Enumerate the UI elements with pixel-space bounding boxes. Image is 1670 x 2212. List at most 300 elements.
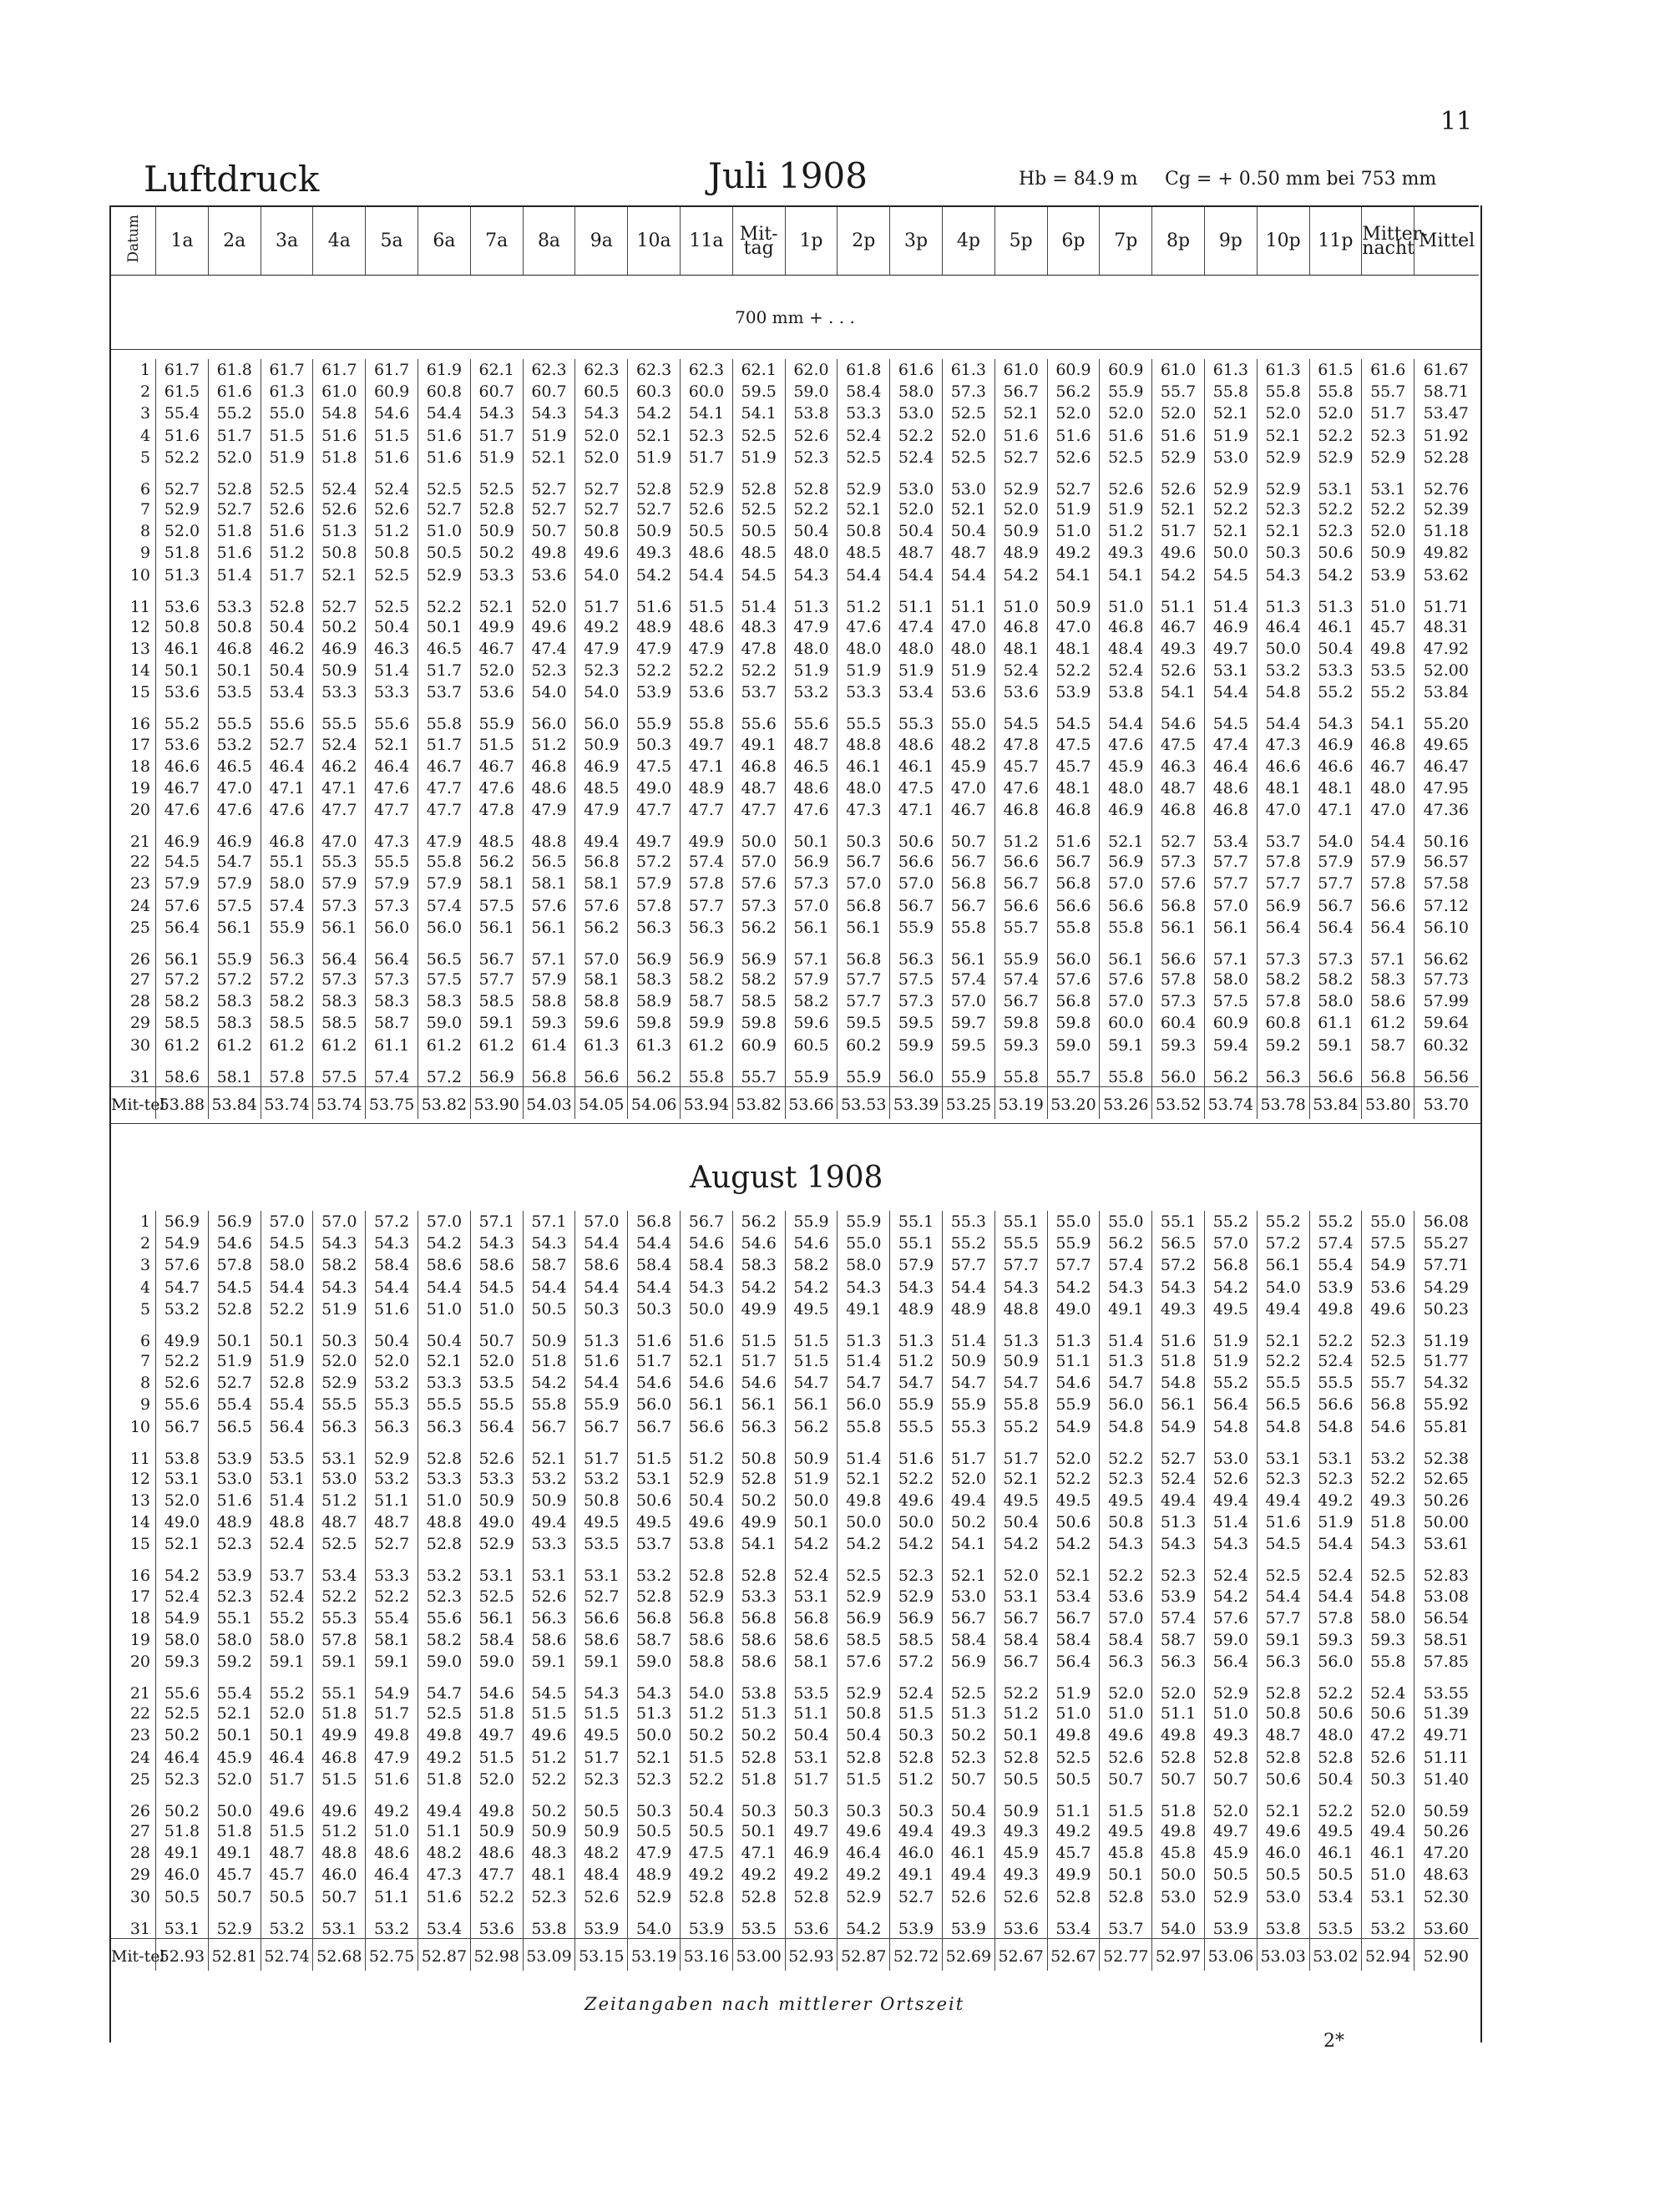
table-cell: 54.3 bbox=[1309, 703, 1362, 733]
table-cell: 51.5 bbox=[470, 733, 523, 755]
table-cell: 53.4 bbox=[313, 1555, 366, 1585]
table-cell: 59.4 bbox=[1204, 1035, 1257, 1056]
table-cell: 50.9 bbox=[523, 1490, 575, 1511]
table-cell: 58.6 bbox=[732, 1651, 785, 1673]
table-cell: 58.4 bbox=[470, 1629, 523, 1651]
row-date: 29 bbox=[129, 1865, 151, 1885]
table-cell: 58.6 bbox=[785, 1629, 838, 1651]
table-cell: 52.7 bbox=[208, 499, 261, 520]
table-cell: 55.7 bbox=[994, 917, 1047, 939]
table-cell: 52.6 bbox=[1152, 660, 1205, 681]
table-cell: 56.6 bbox=[994, 851, 1047, 873]
table-cell: 57.4 bbox=[418, 895, 471, 917]
table-cell: 54.8 bbox=[1152, 1372, 1205, 1394]
table-cell: 52.1 bbox=[1047, 1555, 1100, 1585]
table-cell: 59.5 bbox=[838, 1012, 890, 1034]
table-cell: 56.6 bbox=[1309, 1056, 1362, 1087]
table-cell: 55.2 bbox=[208, 402, 261, 424]
table-cell: 57.0 bbox=[890, 873, 943, 894]
table-cell: 57.7 bbox=[681, 895, 733, 917]
table-cell: 52.0 bbox=[470, 1350, 523, 1372]
table-cell: 56.7 bbox=[942, 851, 994, 873]
table-cell: 52.7 bbox=[994, 447, 1047, 468]
table-cell: 61.7 bbox=[313, 359, 366, 381]
table-cell: 55.1 bbox=[261, 851, 313, 873]
table-row bbox=[111, 1555, 1479, 1585]
mean-cell: 53.88 bbox=[156, 1086, 209, 1119]
table-cell: 51.5 bbox=[575, 1703, 628, 1724]
row-mean: 53.62 bbox=[1414, 564, 1479, 586]
table-cell: 59.5 bbox=[942, 1035, 994, 1056]
table-cell: 50.7 bbox=[942, 1769, 994, 1790]
table-cell: 56.5 bbox=[1257, 1394, 1309, 1415]
table-cell: 54.9 bbox=[1152, 1416, 1205, 1438]
table-cell: 51.2 bbox=[261, 542, 313, 564]
table-cell: 50.3 bbox=[838, 1790, 890, 1820]
table-cell: 58.5 bbox=[156, 1012, 209, 1034]
table-cell: 51.9 bbox=[523, 425, 575, 447]
table-cell: 52.6 bbox=[1100, 1747, 1152, 1769]
table-cell: 51.6 bbox=[366, 1769, 418, 1790]
table-cell: 55.0 bbox=[1362, 1211, 1414, 1233]
row-date: 23 bbox=[129, 1726, 151, 1745]
table-cell: 52.3 bbox=[785, 447, 838, 468]
table-cell: 52.1 bbox=[366, 733, 418, 755]
table-cell: 52.0 bbox=[1152, 402, 1205, 424]
table-cell: 51.6 bbox=[1047, 821, 1100, 851]
table-cell: 51.5 bbox=[470, 1747, 523, 1769]
table-cell: 54.6 bbox=[732, 1233, 785, 1254]
table-cell: 46.9 bbox=[1204, 616, 1257, 638]
table-cell: 53.8 bbox=[156, 1438, 209, 1468]
table-cell: 51.3 bbox=[890, 1320, 943, 1350]
table-cell: 52.8 bbox=[261, 586, 313, 616]
table-cell: 56.7 bbox=[156, 1416, 209, 1438]
table-cell: 57.7 bbox=[1257, 873, 1309, 894]
table-cell: 52.1 bbox=[313, 564, 366, 586]
table-cell: 51.5 bbox=[366, 425, 418, 447]
table-cell: 55.1 bbox=[313, 1673, 366, 1703]
table-cell: 52.0 bbox=[156, 1490, 209, 1511]
table-cell: 56.0 bbox=[628, 1394, 681, 1415]
row-mean: 48.63 bbox=[1414, 1864, 1479, 1886]
table-cell: 51.7 bbox=[942, 1438, 994, 1468]
table-cell: 48.1 bbox=[1257, 777, 1309, 799]
table-cell: 51.8 bbox=[1152, 1790, 1205, 1820]
table-cell: 52.5 bbox=[1100, 447, 1152, 468]
table-cell: 52.5 bbox=[470, 1585, 523, 1607]
mean-cell: 53.66 bbox=[785, 1086, 838, 1119]
table-cell: 45.9 bbox=[994, 1842, 1047, 1864]
table-cell: 51.9 bbox=[942, 660, 994, 681]
table-cell: 51.4 bbox=[1204, 1511, 1257, 1533]
table-cell: 59.0 bbox=[628, 1651, 681, 1673]
table-cell: 53.4 bbox=[890, 681, 943, 703]
table-cell: 52.9 bbox=[890, 1585, 943, 1607]
table-cell: 54.3 bbox=[575, 402, 628, 424]
table-cell: 54.4 bbox=[1257, 1585, 1309, 1607]
table-cell: 53.1 bbox=[1362, 1886, 1414, 1908]
table-cell: 47.3 bbox=[418, 1864, 471, 1886]
table-cell: 48.8 bbox=[838, 733, 890, 755]
table-cell: 50.3 bbox=[1362, 1769, 1414, 1790]
table-cell: 54.4 bbox=[366, 1277, 418, 1298]
table-cell: 56.0 bbox=[1152, 1056, 1205, 1087]
table-cell: 58.8 bbox=[523, 990, 575, 1012]
table-cell: 51.5 bbox=[261, 1820, 313, 1842]
table-cell: 52.3 bbox=[890, 1555, 943, 1585]
table-cell: 59.5 bbox=[732, 381, 785, 402]
table-cell: 53.2 bbox=[156, 1298, 209, 1320]
table-cell: 54.2 bbox=[994, 1533, 1047, 1555]
table-cell: 55.9 bbox=[470, 703, 523, 733]
table-cell: 54.4 bbox=[575, 1277, 628, 1298]
table-cell: 54.3 bbox=[1152, 1533, 1205, 1555]
signature-mark: 2* bbox=[1323, 2031, 1344, 2052]
table-cell: 58.0 bbox=[261, 1629, 313, 1651]
table-cell: 55.9 bbox=[261, 917, 313, 939]
table-cell: 52.4 bbox=[313, 468, 366, 499]
row-date: 23 bbox=[129, 874, 151, 893]
table-cell: 51.7 bbox=[575, 586, 628, 616]
table-cell: 55.7 bbox=[732, 1056, 785, 1087]
table-cell: 50.8 bbox=[575, 1490, 628, 1511]
table-cell: 58.5 bbox=[261, 1012, 313, 1034]
table-cell: 56.9 bbox=[156, 1211, 209, 1233]
column-header-25: Mittel bbox=[1414, 206, 1479, 276]
table-row bbox=[111, 1372, 1479, 1394]
table-cell: 57.8 bbox=[1257, 851, 1309, 873]
table-cell: 56.6 bbox=[681, 1416, 733, 1438]
row-date: 9 bbox=[139, 544, 151, 563]
table-cell: 57.2 bbox=[628, 851, 681, 873]
table-cell: 54.2 bbox=[628, 564, 681, 586]
table-cell: 57.4 bbox=[1309, 1233, 1362, 1254]
table-cell: 46.4 bbox=[156, 1747, 209, 1769]
table-cell: 55.9 bbox=[994, 939, 1047, 969]
table-cell: 53.1 bbox=[628, 1468, 681, 1490]
mean-cell: 52.97 bbox=[1152, 1938, 1205, 1971]
table-cell: 51.2 bbox=[366, 520, 418, 542]
table-cell: 58.4 bbox=[838, 381, 890, 402]
mean-cell: 53.15 bbox=[575, 1938, 628, 1971]
table-cell: 50.3 bbox=[628, 1790, 681, 1820]
table-cell: 57.9 bbox=[523, 969, 575, 990]
table-cell: 52.8 bbox=[1257, 1673, 1309, 1703]
table-cell: 52.9 bbox=[470, 1533, 523, 1555]
table-cell: 59.1 bbox=[1257, 1629, 1309, 1651]
table-cell: 50.1 bbox=[156, 660, 209, 681]
table-cell: 46.5 bbox=[785, 756, 838, 777]
table-cell: 47.3 bbox=[366, 821, 418, 851]
table-cell: 54.5 bbox=[732, 564, 785, 586]
table-cell: 51.0 bbox=[1100, 586, 1152, 616]
table-row bbox=[111, 1607, 1479, 1629]
table-cell: 54.6 bbox=[681, 1372, 733, 1394]
mean-cell: 53.90 bbox=[470, 1086, 523, 1119]
table-cell: 55.9 bbox=[942, 1394, 994, 1415]
table-cell: 51.4 bbox=[261, 1490, 313, 1511]
table-cell: 47.7 bbox=[418, 799, 471, 821]
table-cell: 50.4 bbox=[785, 520, 838, 542]
table-cell: 50.1 bbox=[1100, 1864, 1152, 1886]
table-cell: 48.1 bbox=[523, 1864, 575, 1886]
mean-cell: 52.72 bbox=[890, 1938, 943, 1971]
table-cell: 46.8 bbox=[313, 1747, 366, 1769]
table-cell: 53.5 bbox=[261, 1438, 313, 1468]
table-cell: 50.9 bbox=[523, 1820, 575, 1842]
row-date: 15 bbox=[129, 1535, 151, 1554]
divider bbox=[109, 349, 1480, 350]
table-cell: 56.8 bbox=[628, 1211, 681, 1233]
table-cell: 54.4 bbox=[1257, 703, 1309, 733]
table-cell: 60.3 bbox=[628, 381, 681, 402]
table-cell: 52.0 bbox=[470, 1769, 523, 1790]
table-cell: 57.2 bbox=[208, 969, 261, 990]
table-cell: 51.1 bbox=[366, 1886, 418, 1908]
mean-cell: 53.80 bbox=[1362, 1086, 1414, 1119]
table-cell: 57.3 bbox=[313, 895, 366, 917]
table-cell: 54.4 bbox=[418, 1277, 471, 1298]
table-cell: 56.6 bbox=[1152, 939, 1205, 969]
table-cell: 59.3 bbox=[1309, 1629, 1362, 1651]
row-date: 13 bbox=[129, 1491, 151, 1510]
table-cell: 53.1 bbox=[156, 1468, 209, 1490]
table-cell: 51.6 bbox=[313, 425, 366, 447]
table-cell: 51.0 bbox=[418, 520, 471, 542]
row-date: 14 bbox=[129, 1513, 151, 1532]
table-cell: 49.4 bbox=[942, 1490, 994, 1511]
table-cell: 58.1 bbox=[470, 873, 523, 894]
table-cell: 51.9 bbox=[1204, 425, 1257, 447]
table-cell: 51.1 bbox=[942, 586, 994, 616]
table-cell: 52.1 bbox=[1204, 520, 1257, 542]
table-cell: 57.7 bbox=[470, 969, 523, 990]
table-cell: 47.7 bbox=[418, 777, 471, 799]
row-mean: 52.28 bbox=[1414, 447, 1479, 468]
table-cell: 52.6 bbox=[994, 1886, 1047, 1908]
table-cell: 49.7 bbox=[628, 821, 681, 851]
table-cell: 54.4 bbox=[942, 564, 994, 586]
table-cell: 51.7 bbox=[681, 447, 733, 468]
table-cell: 53.9 bbox=[575, 1908, 628, 1939]
table-cell: 51.6 bbox=[1257, 1511, 1309, 1533]
table-cell: 47.6 bbox=[156, 799, 209, 821]
table-cell: 56.1 bbox=[1152, 1394, 1205, 1415]
table-cell: 50.3 bbox=[890, 1724, 943, 1746]
table-cell: 47.9 bbox=[575, 799, 628, 821]
table-cell: 60.0 bbox=[1100, 1012, 1152, 1034]
mean-cell: 52.98 bbox=[470, 1938, 523, 1971]
table-row bbox=[111, 616, 1479, 638]
table-cell: 56.8 bbox=[732, 1607, 785, 1629]
table-cell: 59.0 bbox=[418, 1651, 471, 1673]
table-cell: 56.3 bbox=[1257, 1651, 1309, 1673]
table-cell: 54.3 bbox=[785, 564, 838, 586]
table-cell: 56.3 bbox=[418, 1416, 471, 1438]
table-cell: 46.2 bbox=[313, 756, 366, 777]
table-cell: 58.1 bbox=[523, 873, 575, 894]
table-cell: 55.6 bbox=[261, 703, 313, 733]
table-cell: 47.1 bbox=[1309, 799, 1362, 821]
table-cell: 48.6 bbox=[523, 777, 575, 799]
table-cell: 45.9 bbox=[942, 756, 994, 777]
table-cell: 57.3 bbox=[366, 969, 418, 990]
table-cell: 48.9 bbox=[890, 1298, 943, 1320]
table-cell: 52.0 bbox=[1309, 402, 1362, 424]
table-cell: 52.5 bbox=[732, 425, 785, 447]
table-cell: 58.3 bbox=[366, 990, 418, 1012]
row-date: 20 bbox=[129, 801, 151, 820]
mean-cell: 52.77 bbox=[1100, 1938, 1152, 1971]
table-cell: 54.8 bbox=[1204, 1416, 1257, 1438]
table-cell: 52.8 bbox=[1204, 1747, 1257, 1769]
table-cell: 49.2 bbox=[418, 1747, 471, 1769]
table-cell: 51.9 bbox=[1309, 1511, 1362, 1533]
table-cell: 52.3 bbox=[418, 1585, 471, 1607]
table-cell: 48.9 bbox=[628, 1864, 681, 1886]
table-cell: 48.1 bbox=[1309, 777, 1362, 799]
table-cell: 53.5 bbox=[732, 1908, 785, 1939]
mean-cell: 53.00 bbox=[732, 1938, 785, 1971]
table-cell: 57.9 bbox=[1309, 851, 1362, 873]
table-cell: 54.3 bbox=[1204, 1533, 1257, 1555]
table-cell: 55.3 bbox=[313, 851, 366, 873]
table-cell: 59.5 bbox=[890, 1012, 943, 1034]
table-cell: 48.6 bbox=[890, 733, 943, 755]
table-cell: 56.7 bbox=[838, 851, 890, 873]
table-cell: 61.3 bbox=[1257, 359, 1309, 381]
table-cell: 56.0 bbox=[418, 917, 471, 939]
table-cell: 56.7 bbox=[1047, 1607, 1100, 1629]
table-cell: 47.5 bbox=[890, 777, 943, 799]
table-cell: 52.3 bbox=[681, 425, 733, 447]
table-cell: 52.8 bbox=[1309, 1747, 1362, 1769]
table-cell: 53.0 bbox=[1257, 1886, 1309, 1908]
table-cell: 52.9 bbox=[1204, 1673, 1257, 1703]
table-cell: 49.4 bbox=[1362, 1820, 1414, 1842]
table-row bbox=[111, 1320, 1479, 1350]
table-cell: 52.5 bbox=[942, 447, 994, 468]
table-cell: 58.5 bbox=[313, 1012, 366, 1034]
table-cell: 48.2 bbox=[575, 1842, 628, 1864]
table-cell: 51.6 bbox=[628, 1320, 681, 1350]
table-cell: 51.1 bbox=[785, 1703, 838, 1724]
table-cell: 53.7 bbox=[418, 681, 471, 703]
row-date: 17 bbox=[129, 1587, 151, 1606]
table-cell: 52.0 bbox=[313, 1350, 366, 1372]
column-header-9: 9a bbox=[575, 206, 628, 276]
table-cell: 52.9 bbox=[1152, 447, 1205, 468]
table-cell: 50.7 bbox=[1204, 1769, 1257, 1790]
table-cell: 48.6 bbox=[785, 777, 838, 799]
table-cell: 53.3 bbox=[838, 402, 890, 424]
table-cell: 57.8 bbox=[1257, 990, 1309, 1012]
row-mean: 51.39 bbox=[1414, 1703, 1479, 1724]
table-row bbox=[111, 1468, 1479, 1490]
table-cell: 56.8 bbox=[1047, 873, 1100, 894]
table-cell: 53.3 bbox=[838, 681, 890, 703]
table-cell: 55.5 bbox=[470, 1394, 523, 1415]
table-cell: 60.9 bbox=[732, 1035, 785, 1056]
table-cell: 52.1 bbox=[1100, 821, 1152, 851]
table-cell: 51.8 bbox=[156, 1820, 209, 1842]
table-cell: 48.0 bbox=[1100, 777, 1152, 799]
table-cell: 56.1 bbox=[470, 917, 523, 939]
table-cell: 52.5 bbox=[942, 402, 994, 424]
mean-cell: 53.52 bbox=[1152, 1086, 1205, 1119]
table-cell: 49.7 bbox=[1204, 1820, 1257, 1842]
table-cell: 54.2 bbox=[1047, 1533, 1100, 1555]
table-cell: 51.8 bbox=[470, 1703, 523, 1724]
table-cell: 53.1 bbox=[785, 1585, 838, 1607]
row-mean: 52.76 bbox=[1414, 468, 1479, 499]
table-cell: 53.4 bbox=[1204, 821, 1257, 851]
row-date: 3 bbox=[139, 404, 151, 423]
table-cell: 54.6 bbox=[1047, 1372, 1100, 1394]
gravity-correction: Cg = + 0.50 mm bei 753 mm bbox=[1165, 169, 1437, 190]
table-cell: 52.7 bbox=[418, 499, 471, 520]
table-cell: 52.9 bbox=[628, 1886, 681, 1908]
table-cell: 53.4 bbox=[1309, 1886, 1362, 1908]
table-cell: 59.1 bbox=[470, 1012, 523, 1034]
table-cell: 55.4 bbox=[208, 1673, 261, 1703]
table-cell: 58.7 bbox=[1152, 1629, 1205, 1651]
table-cell: 56.1 bbox=[942, 939, 994, 969]
table-cell: 61.2 bbox=[418, 1035, 471, 1056]
table-cell: 50.8 bbox=[838, 520, 890, 542]
table-cell: 52.1 bbox=[628, 1747, 681, 1769]
table-cell: 52.6 bbox=[1100, 468, 1152, 499]
table-cell: 61.2 bbox=[470, 1035, 523, 1056]
table-cell: 48.0 bbox=[1362, 777, 1414, 799]
table-cell: 51.7 bbox=[208, 425, 261, 447]
table-cell: 52.8 bbox=[470, 499, 523, 520]
table-row bbox=[111, 1298, 1479, 1320]
table-cell: 54.3 bbox=[1152, 1277, 1205, 1298]
row-date: 21 bbox=[129, 1684, 151, 1703]
mean-cell: 53.02 bbox=[1309, 1938, 1362, 1971]
row-date: 26 bbox=[129, 949, 151, 969]
table-cell: 53.6 bbox=[681, 681, 733, 703]
row-date: 2 bbox=[139, 382, 151, 402]
table-cell: 52.1 bbox=[208, 1703, 261, 1724]
table-cell: 52.9 bbox=[681, 1468, 733, 1490]
table-cell: 57.2 bbox=[890, 1651, 943, 1673]
table-row bbox=[111, 660, 1479, 681]
table-cell: 50.6 bbox=[1362, 1703, 1414, 1724]
row-date: 22 bbox=[129, 1704, 151, 1724]
table-cell: 53.6 bbox=[994, 1908, 1047, 1939]
table-cell: 55.1 bbox=[890, 1233, 943, 1254]
table-cell: 54.0 bbox=[681, 1673, 733, 1703]
table-cell: 49.9 bbox=[681, 821, 733, 851]
table-cell: 54.2 bbox=[1047, 1277, 1100, 1298]
table-cell: 54.0 bbox=[575, 564, 628, 586]
table-row bbox=[111, 1864, 1479, 1886]
column-header-21: 9p bbox=[1204, 206, 1257, 276]
table-cell: 62.3 bbox=[523, 359, 575, 381]
table-cell: 51.6 bbox=[261, 520, 313, 542]
row-date: 17 bbox=[129, 735, 151, 754]
table-cell: 54.9 bbox=[1047, 1416, 1100, 1438]
table-row bbox=[111, 895, 1479, 917]
table-cell: 52.7 bbox=[1152, 821, 1205, 851]
table-cell: 52.9 bbox=[681, 468, 733, 499]
table-cell: 51.8 bbox=[313, 447, 366, 468]
table-cell: 54.4 bbox=[1204, 681, 1257, 703]
table-cell: 54.6 bbox=[1152, 703, 1205, 733]
